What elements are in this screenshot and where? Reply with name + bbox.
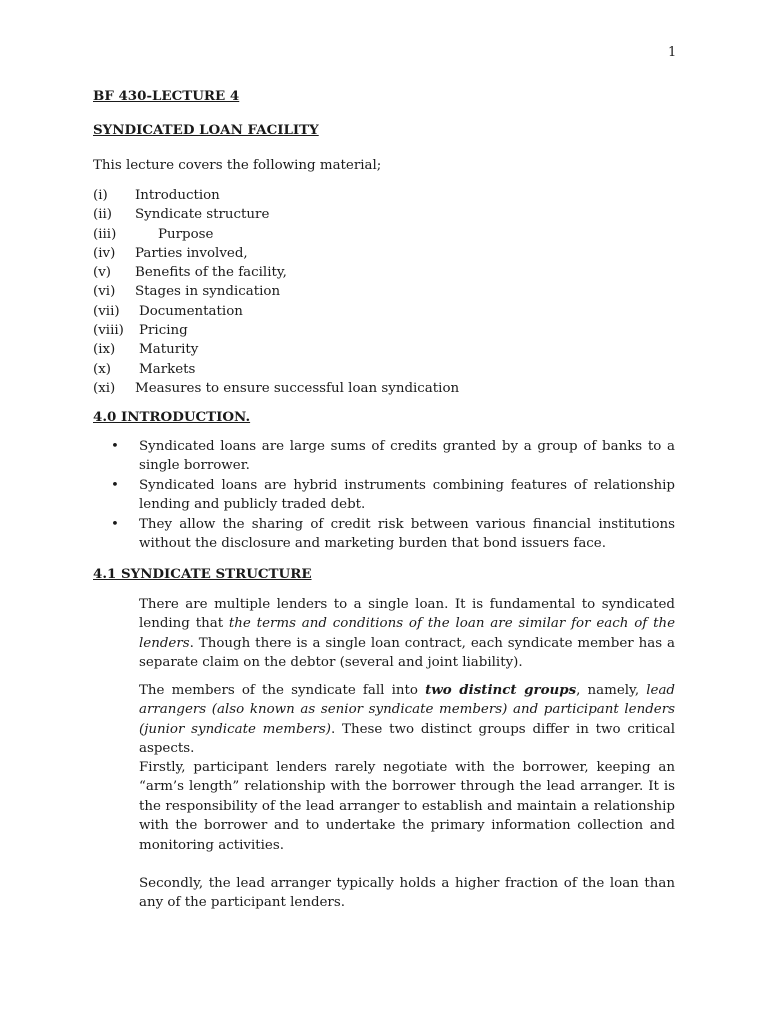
list-item	[93, 244, 459, 263]
section-heading-structure: 4.1 SYNDICATE STRUCTURE	[93, 566, 312, 582]
paragraph-strong-emphasis: two distinct groups	[425, 682, 577, 698]
bullet-text: They allow the sharing of credit risk between various financial institutions without the disclosure and marketing burden that bond issuers face.	[139, 516, 675, 552]
list-item-label: Documentation	[139, 303, 243, 319]
list-item-label: Benefits of the facility,	[135, 265, 287, 281]
list-item	[93, 302, 459, 321]
list-item	[93, 321, 459, 340]
list-item-label: Maturity	[139, 342, 199, 358]
list-item-number: (iii)	[93, 226, 117, 242]
list-item-label: Markets	[139, 361, 196, 377]
bullet-text: Syndicated loans are hybrid instruments combining features of relationship lending and publicly traded debt.	[139, 477, 675, 513]
paragraph-text: . These two distinct groups differ in two critical aspects.	[139, 721, 675, 757]
page-number: 1	[668, 45, 677, 60]
list-item	[93, 205, 459, 224]
paragraph-text: There are multiple lenders to a single loan. It is fundamental to syndicated lending that	[139, 597, 675, 632]
bullet-icon: •	[111, 439, 119, 454]
list-item-number: (vi)	[93, 284, 116, 300]
paragraph-text: . Though there is a single loan contract, each syndicate member has a separate claim on the debtor (several and joint liability).	[139, 635, 675, 671]
list-item-label: Pricing	[139, 323, 188, 339]
list-item-label: Stages in syndication	[135, 284, 281, 300]
introduction-bullets	[111, 437, 675, 553]
paragraph-text: The members of the syndicate fall into	[139, 683, 426, 698]
list-item-number: (viii)	[93, 323, 124, 339]
section-heading-introduction: 4.0 INTRODUCTION.	[93, 409, 251, 425]
bullet-item	[111, 437, 675, 476]
list-item	[93, 379, 459, 398]
paragraph	[139, 681, 675, 759]
bullet-item	[111, 515, 675, 554]
list-item-label: Parties involved,	[135, 245, 248, 261]
list-item-label: Syndicate structure	[135, 207, 270, 223]
paragraph: Firstly, participant lenders rarely negotiate with the borrower, keeping an “arm’s length” relationship with the borrower through the lead arranger. It is the responsibility of the lead arranger to establish and maintain a relationship with the borrower and to undertake the primary information collection and monitoring activities.	[139, 760, 675, 853]
list-item	[93, 360, 459, 379]
intro-line: This lecture covers the following material;	[93, 158, 382, 173]
paragraph: Secondly, the lead arranger typically holds a higher fraction of the loan than any of the participant lenders.	[139, 876, 675, 911]
bullet-icon: •	[111, 516, 119, 532]
bullet-icon: •	[111, 477, 119, 493]
contents-list	[93, 186, 459, 398]
list-item-number: (xi)	[93, 380, 116, 396]
list-item	[93, 186, 459, 205]
lecture-subtitle: SYNDICATED LOAN FACILITY	[93, 122, 319, 138]
list-item-label: Measures to ensure successful loan syndication	[135, 380, 460, 396]
list-item-number: (iv)	[93, 245, 116, 261]
paragraph-emphasis: the terms and conditions of the loan are similar for each of the lenders	[139, 616, 675, 651]
list-item-label: Introduction	[135, 188, 220, 203]
list-item-number: (v)	[93, 265, 112, 281]
list-item-number: (vii)	[93, 303, 120, 319]
list-item-number: (ii)	[93, 207, 113, 223]
list-item	[93, 225, 459, 244]
bullet-text: Syndicated loans are large sums of credits granted by a group of banks to a single borrower.	[139, 439, 675, 474]
list-item	[93, 263, 459, 282]
list-item	[93, 282, 459, 301]
list-item	[93, 340, 459, 359]
list-item-number: (x)	[93, 361, 112, 377]
list-item-number: (i)	[93, 188, 108, 203]
lecture-title: BF 430-LECTURE 4	[93, 88, 240, 104]
bullet-item	[111, 476, 675, 515]
paragraph-emphasis: lead arrangers (also known as senior syndicate members) and participant lenders (junior syndicate members)	[139, 683, 675, 737]
paragraph-text: , namely,	[576, 683, 647, 698]
list-item-label: Purpose	[158, 226, 214, 242]
list-item-number: (ix)	[93, 342, 116, 358]
paragraph	[139, 595, 675, 673]
